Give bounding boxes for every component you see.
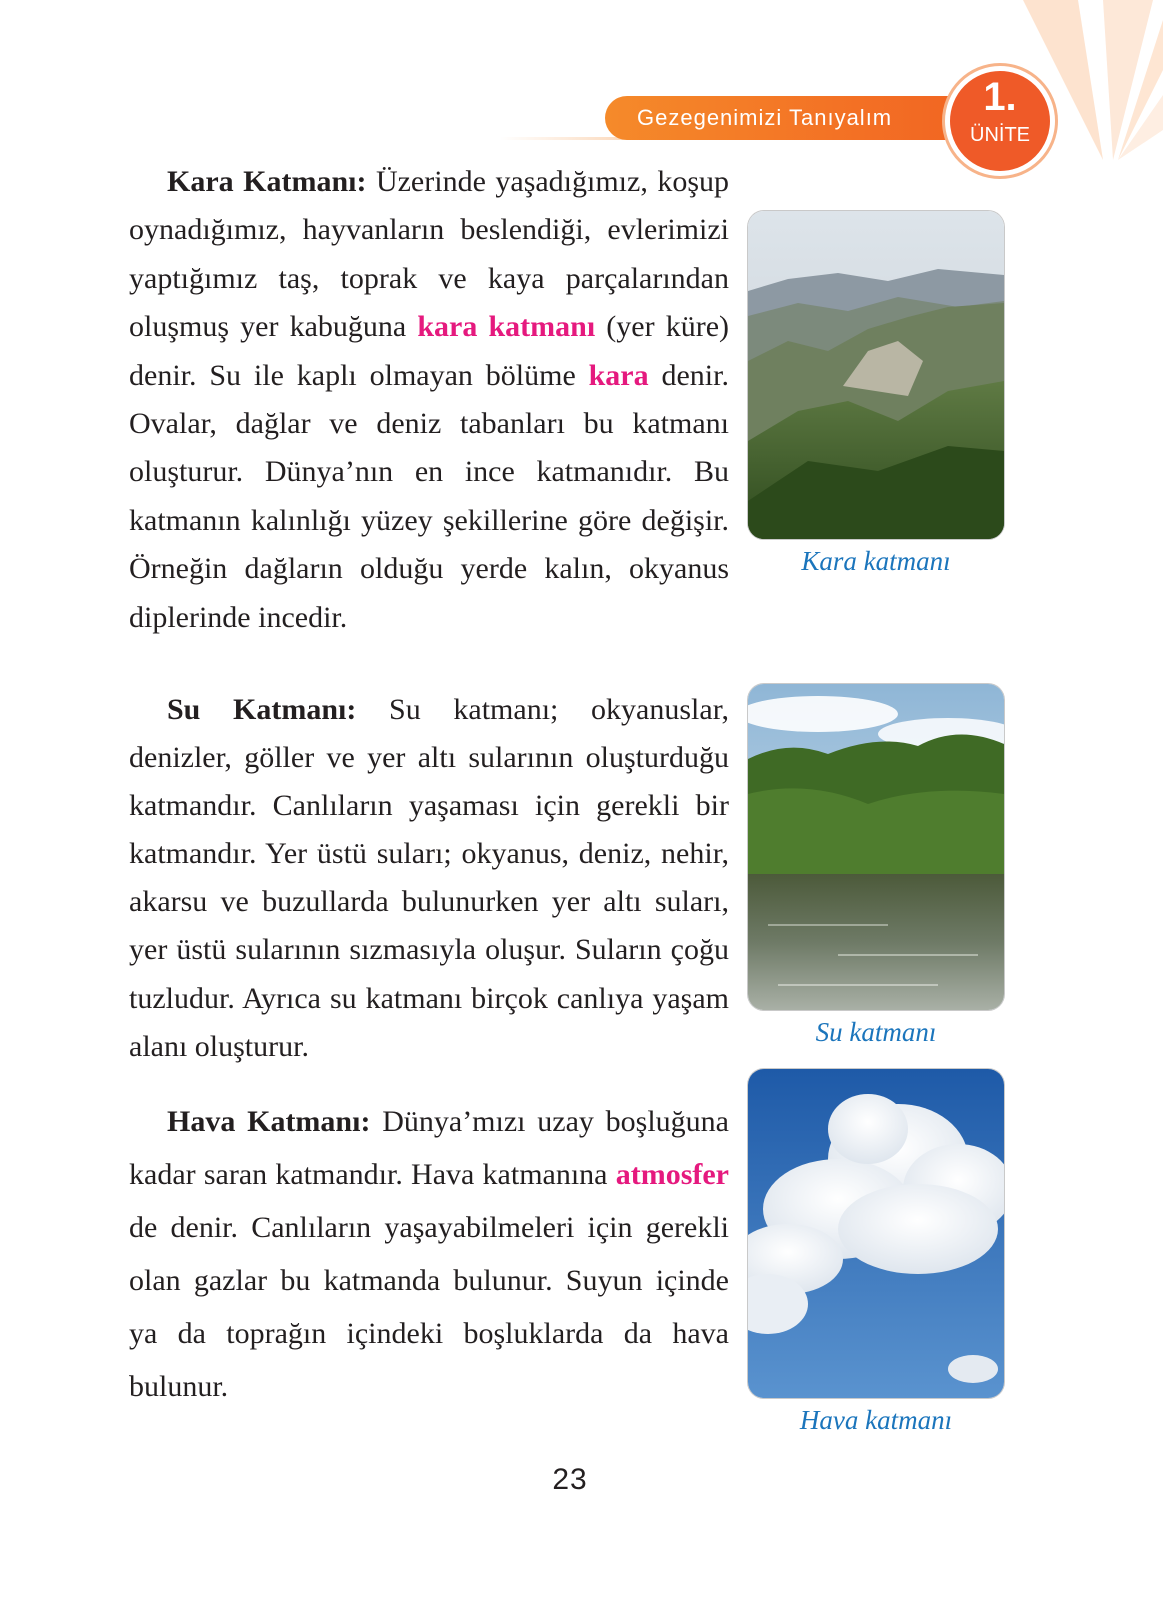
kara-katmani-caption: Kara katmanı: [801, 546, 951, 576]
kara-katmani-photo: [748, 211, 1004, 539]
page-number: 23: [552, 1463, 588, 1496]
hava-katmani-caption: Hava katmanı: [799, 1405, 953, 1435]
unit-number: 1.: [983, 75, 1017, 119]
highlight-term: kara katmanı: [417, 310, 596, 344]
section-heading: Kara Katmanı:: [167, 165, 367, 198]
hava-katmani-paragraph: Hava Katmanı: Dünya’mızı uzay boşluğuna kadar saran katmandır. Hava katmanına atmosfer de denir. Canlıların yaşayabilmeleri için gerekli olan gazlar bu katmanda bulunur. Suyun içinde ya da toprağın içindeki boşluklarda da hava bulunur.: [129, 1105, 729, 1404]
su-katmani-paragraph: Su Katmanı: Su katmanı; okyanuslar, denizler, göller ve yer altı sularının oluşturduğu katmandır. Canlıların yaşaması için gerekli bir katmandır. Yer üstü suları; okyanus, deniz, nehir, akarsu ve buzullarda bulunurken yer altı suları, yer üstü sularının sızmasıyla oluşur. Suların çoğu tuzludur. Ayrıca su katmanı birçok canlıya yaşam alanı oluşturur.: [129, 693, 729, 1063]
su-katmani-caption: Su katmanı: [815, 1017, 937, 1047]
section-heading: Hava Katmanı:: [167, 1105, 371, 1138]
highlight-term: kara: [588, 358, 649, 392]
highlight-term: atmosfer: [615, 1158, 729, 1192]
hava-katmani-photo: [748, 1069, 1004, 1398]
kara-katmani-paragraph: Kara Katmanı: Üzerinde yaşadığımız, koşup oynadığımız, hayvanların beslendiği, evlerimizi yaptığımız taş, toprak ve kaya parçalarından oluşmuş yer kabuğuna kara katmanı (yer küre) denir. Su ile kaplı olmayan bölüme kara denir. Ovalar, dağlar ve deniz tabanları bu katmanı oluşturur. Dünya’nın en ince katmanıdır. Bu katmanın kalınlığı yüzey şekillerine göre değişir. Örneğin dağların olduğu yerde kalın, okyanus diplerinde incedir.: [129, 165, 729, 634]
su-katmani-photo: [748, 684, 1004, 1010]
unit-label: ÜNİTE: [970, 124, 1030, 146]
chapter-title: Gezegenimizi Tanıyalım: [637, 105, 893, 130]
section-heading: Su Katmanı:: [167, 693, 357, 726]
unit-badge: [945, 66, 1055, 176]
